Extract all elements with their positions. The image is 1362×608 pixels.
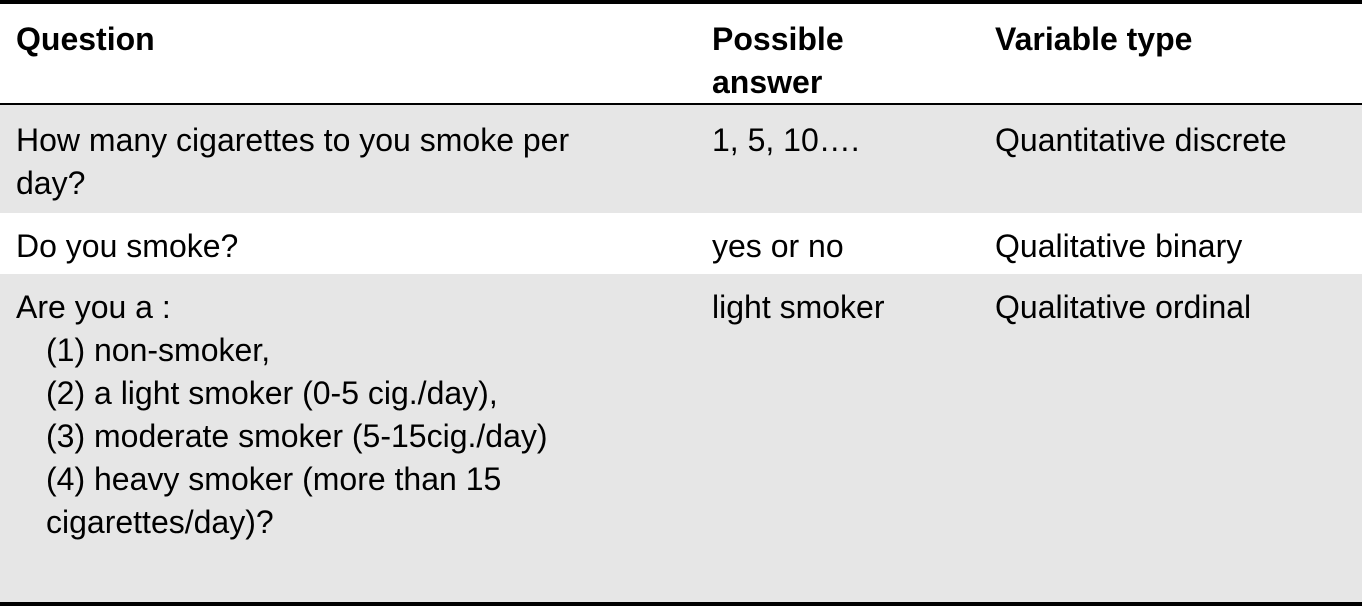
header-possible-answer bbox=[712, 18, 844, 104]
row-question-line1: Are you a : bbox=[16, 289, 171, 325]
header-variable-type: Variable type bbox=[995, 21, 1193, 57]
answer-option: (1) non-smoker, bbox=[46, 332, 271, 368]
table-row bbox=[0, 213, 1362, 274]
answer-option: (3) moderate smoker (5-15cig./day) bbox=[46, 418, 548, 454]
row-question-line1: How many cigarettes to you smoke per bbox=[16, 122, 570, 158]
row-question-line2: day? bbox=[16, 165, 86, 201]
answer-option-continuation: cigarettes/day)? bbox=[46, 504, 274, 540]
header-possible-answer-line1: Possible bbox=[712, 21, 844, 57]
row-variable-type: Quantitative discrete bbox=[995, 122, 1287, 158]
header-possible-answer-line2: answer bbox=[712, 64, 823, 100]
row-answer: light smoker bbox=[712, 289, 885, 325]
row-variable-type: Qualitative ordinal bbox=[995, 289, 1252, 325]
row-variable-type: Qualitative binary bbox=[995, 228, 1243, 264]
table-bottom-rule bbox=[0, 602, 1362, 606]
answer-option: (4) heavy smoker (more than 15 bbox=[46, 461, 502, 497]
row-question bbox=[16, 286, 548, 544]
table-row bbox=[0, 274, 1362, 602]
table-header-row bbox=[0, 4, 1362, 103]
row-answer: 1, 5, 10…. bbox=[712, 122, 860, 158]
header-question: Question bbox=[16, 21, 155, 57]
row-question: Do you smoke? bbox=[16, 228, 239, 264]
row-answer: yes or no bbox=[712, 228, 844, 264]
answer-option: (2) a light smoker (0-5 cig./day), bbox=[46, 375, 498, 411]
row-question bbox=[16, 119, 569, 205]
table-row bbox=[0, 105, 1362, 213]
